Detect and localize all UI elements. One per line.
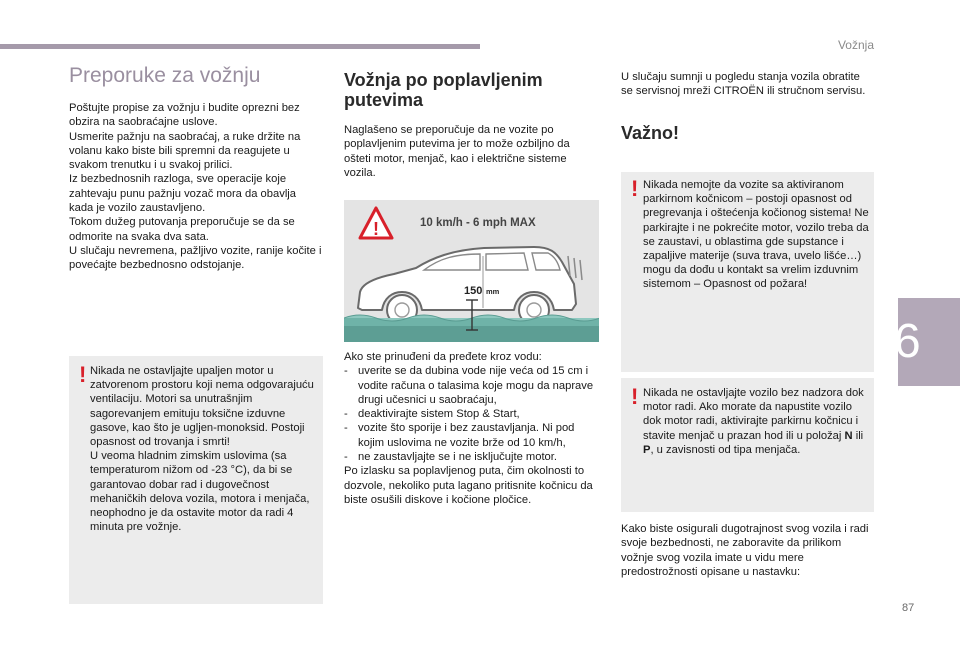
warning-text xyxy=(90,364,320,534)
column-recommendations xyxy=(69,64,323,273)
paragraph: Kako biste osigurali dugotrajnost svog vozila i radi svoje bezbednosti, ne zaboravite da prilikom vožnje svog vozila imate u vidu mere predostrožnosti opisane u nastavku: xyxy=(621,523,869,578)
warning-paragraph: Nikada nemojte da vozite sa aktiviranom parkirnom kočnicom – postoji opasnost od pregrevanja i oštećenja kočionog sistema! Ne parkirajte i ne pokrećite motor, vozilo treba da se zaustavi, u oblastima gde supstance i zapaljive materije (suva trava, uvelo lišće…) mogu da dođu u kontakt sa vrelim izduvnim sistemom – Opasnost od požara! xyxy=(643,179,869,291)
chapter-number: 6 xyxy=(894,315,921,368)
header-bar xyxy=(0,44,480,49)
depth-value: 150 xyxy=(464,285,483,297)
section-title-recommendations: Preporuke za vožnju xyxy=(69,64,261,87)
flood-driving-illustration xyxy=(344,200,599,342)
paragraph: U slučaju nevremena, pažljivo vozite, ranije kočite i povećajte bezbednosno odstojanje. xyxy=(69,244,322,272)
warning-text-part: Nikada ne ostavljajte vozilo bez nadzora dok motor radi. Ako morate da napustite vozilo dok motor radi, aktivirajte parkirnu kočnicu i stavite menjač u prazan hod ili u položaj xyxy=(643,387,864,442)
paragraph: U slučaju sumnji u pogledu stanja vozila obratite se servisnoj mreži CITROËN ili stručnom servisu. xyxy=(621,71,866,98)
instruction-list xyxy=(344,364,599,464)
list-item: - uverite se da dubina vode nije veća od 15 cm i vodite računa o talasima koje mogu da naprave drugi učesnici u saobraćaju, xyxy=(344,364,599,407)
section-title-flooded-roads: Vožnja po poplavljenim putevima xyxy=(344,70,543,110)
warning-box-engine xyxy=(69,356,323,604)
paragraph: Ako ste prinuđeni da pređete kroz vodu: xyxy=(344,351,542,363)
section-title-important: Važno! xyxy=(621,122,680,143)
column-important xyxy=(621,70,874,156)
paragraph: Usmerite pažnju na saobraćaj, a ruke držite na volanu kako biste bili spremni da reagujete u svakom trenutku i u svakoj prilici. xyxy=(69,130,301,172)
warning-paragraph: U veoma hladnim zimskim uslovima (sa temperaturom nižom od -23 °C), da bi se garantovao dobar rad i dugovečnost mehaničkih delova vozila, motora i menjača, neophodno je da ostavite motor da radi 4 minuta pre vožnje. xyxy=(90,450,310,534)
warning-paragraph xyxy=(643,386,871,457)
paragraph: Po izlasku sa poplavljenog puta, čim okolnosti to dozvole, nekoliko puta lagano pritisnite kočnicu da biste osušili diskove i kočione pločice. xyxy=(344,465,593,506)
warning-paragraph: Nikada ne ostavljajte upaljen motor u zatvorenom prostoru koji nema odgovarajuću ventilaciju. Motori sa unutrašnjim sagorevanjem emituju toksične izduvne gasove, kao što je ugljen-monoksid. Postoji opasnost od trovanja i smrti! xyxy=(90,365,314,449)
warning-box-unattended xyxy=(621,378,874,512)
list-item: - ne zaustavljajte se i ne isključujte motor. xyxy=(344,450,599,464)
warning-box-parking-brake xyxy=(621,172,874,372)
paragraph: Tokom dužeg putovanja preporučuje se da se odmorite na svaka dva sata. xyxy=(69,216,295,243)
section-name: Vožnja xyxy=(837,38,874,52)
page-number: 87 xyxy=(902,602,915,614)
warning-text-part: , u zavisnosti od tipa menjača. xyxy=(650,443,801,456)
svg-text:!: ! xyxy=(373,219,379,239)
list-item: - vozite što sporije i bez zaustavljanja. Ni pod kojim uslovima ne vozite brže od 10 km/h, xyxy=(344,421,599,450)
paragraph: Iz bezbednosnih razloga, sve operacije koje zahtevaju punu pažnju vozač mora da obavlja kada je vozilo zaustavljeno. xyxy=(69,173,297,215)
flood-instructions xyxy=(344,350,599,507)
column-flooded-roads xyxy=(344,70,599,180)
paragraph: Poštujte propise za vožnju i budite oprezni bez obzira na saobraćajne uslove. xyxy=(69,102,300,129)
gear-n-label: N xyxy=(844,429,853,442)
closing-paragraph-block xyxy=(621,522,874,579)
warning-text xyxy=(643,178,871,292)
gear-p-label: P xyxy=(643,443,651,456)
warning-text-part: ili xyxy=(852,429,864,442)
depth-unit: mm xyxy=(486,287,500,296)
intro-paragraph: Naglašeno se preporučuje da ne vozite po poplavljenim putevima jer to može ozbiljno da ošteti motor, menjač, kao i električne sisteme vozila. xyxy=(344,124,570,179)
list-item: - deaktivirajte sistem Stop & Start, xyxy=(344,407,599,421)
warning-icon: ! xyxy=(631,176,639,201)
warning-text xyxy=(643,386,871,457)
speed-limit-label: 10 km/h - 6 mph MAX xyxy=(420,217,536,229)
warning-icon: ! xyxy=(79,362,87,387)
warning-icon: ! xyxy=(631,384,639,409)
